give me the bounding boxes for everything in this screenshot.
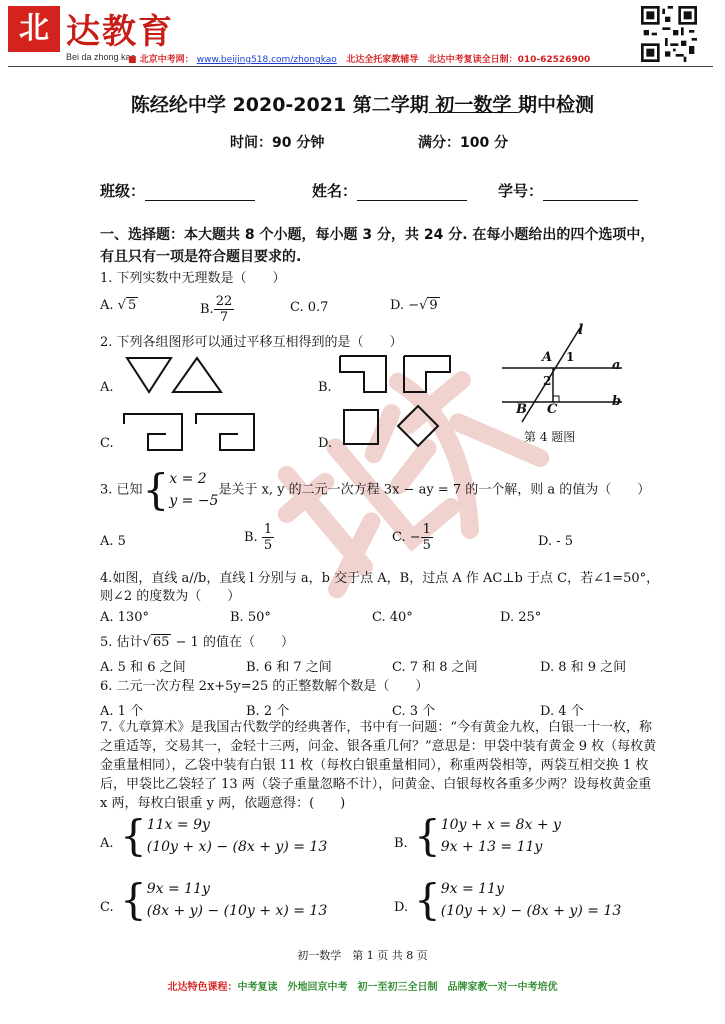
fig4-label-C: C: [547, 402, 558, 417]
q1-b-label: B.: [200, 302, 214, 317]
fig4-label-1: 1: [566, 350, 575, 364]
q1-a-value: 5: [127, 298, 137, 313]
q7-a-eq2: (10y + x) − (8x + y) = 13: [146, 839, 328, 855]
q4-option-b[interactable]: B. 50°: [230, 610, 271, 625]
fig4-label-b: b: [612, 394, 622, 409]
q1-b-den: 7: [219, 310, 229, 325]
q3-eq2: y = −5: [169, 493, 219, 509]
q6-option-c[interactable]: C. 3 个: [392, 704, 436, 719]
q3-post: 是关于 x, y 的二元一次方程 3x − ay = 7 的一个解，则 a 的值为（ ）: [218, 482, 651, 498]
q7-option-a-label[interactable]: A.: [100, 836, 114, 851]
q7-option-b-label[interactable]: B.: [394, 836, 408, 851]
q6-option-d[interactable]: D. 4 个: [540, 704, 584, 719]
q4-option-d[interactable]: D. 25°: [500, 610, 542, 625]
fig4-caption: 第 4 题图: [524, 430, 576, 444]
q5-post: − 1 的值在（ ）: [171, 635, 294, 650]
q1-stem: 1. 下列实数中无理数是（ ）: [100, 271, 286, 286]
q1-option-c[interactable]: C. 0.7̇: [290, 300, 329, 315]
q7-stem: 7.《九章算术》是我国古代数学的经典著作，书中有一问题：“今有黄金九枚，白银一十一枚，称之重适等，交易其一，金轻十三两，问金、银各重几何？”意思是：甲袋中装有黄金 9 枚（每枚黄金重量相同），乙袋中装有白银 11 枚（每枚白银重量相同），称重两袋相等，两袋互相交换 1 枚后，甲袋比乙袋轻了 13 两（袋子重量忽略不计），问黄金、白银每枚各重多少两？设每枚黄金重 x 两，每枚白银重 y 两，依题意得：( ): [100, 720, 657, 811]
q3-eq1: x = 2: [169, 471, 207, 487]
q5-radicand: 65: [152, 635, 170, 650]
name-field[interactable]: [312, 180, 467, 201]
q7-d-eq1: 9x = 11y: [440, 881, 504, 897]
q2-a-triangles-icon: [125, 356, 225, 396]
q1-b-num: 22: [215, 294, 233, 309]
q1-d-label: D.: [390, 298, 405, 313]
q5-stem: 5. 估计√ 65 − 1 的值在（ ）: [100, 635, 294, 650]
q7-c-eq1: 9x = 11y: [146, 881, 210, 897]
q2-option-b[interactable]: B.: [318, 380, 332, 395]
q3-pre: 3. 已知: [100, 482, 143, 498]
q7-option-b[interactable]: {10y + x = 8x + y 9x + 13 = 11y: [414, 811, 561, 860]
q3-b-num: 1: [263, 522, 273, 537]
q3-c-label: C. −: [392, 530, 421, 545]
q3-c-num: 1: [422, 522, 431, 537]
q3-option-c[interactable]: [392, 522, 433, 553]
q2-option-c[interactable]: C.: [100, 436, 114, 451]
logo-pinyin: Bei da zhong kao: [66, 52, 136, 62]
footer-ads: [0, 978, 725, 993]
q7-b-eq2: 9x + 13 = 11y: [440, 839, 543, 855]
q2-b-lshapes-icon: [338, 354, 456, 396]
exam-score: 满分：100 分: [418, 135, 509, 151]
q4-option-c[interactable]: C. 40°: [372, 610, 413, 625]
section-1-heading: 一、选择题：本大题共 8 个小题，每小题 3 分，共 24 分. 在每小题给出的四个选项中，有且只有一项是符合题目要求的.: [100, 227, 655, 265]
q6-option-a[interactable]: A. 1 个: [100, 704, 144, 719]
fig4-label-l: l: [578, 322, 584, 338]
q5-option-a[interactable]: A. 5 和 6 之间: [100, 660, 186, 675]
q2-d-squares-icon: [340, 404, 442, 450]
q7-a-eq1: 11x = 9y: [146, 817, 210, 833]
q7-option-a[interactable]: {11x = 9y (10y + x) − (8x + y) = 13: [120, 811, 328, 860]
q5-option-b[interactable]: B. 6 和 7 之间: [246, 660, 332, 675]
q3-option-d[interactable]: D. - 5: [538, 534, 574, 549]
title-part2: 期中检测: [518, 94, 595, 116]
qr-code-icon: [641, 6, 697, 62]
q6-option-b[interactable]: B. 2 个: [246, 704, 290, 719]
q1-option-d[interactable]: D. −√ 9: [390, 298, 438, 313]
q1-a-label: A.: [100, 298, 114, 313]
q4-option-a[interactable]: A. 130°: [100, 610, 149, 625]
q7-option-c-label[interactable]: C.: [100, 900, 114, 915]
q6-stem: 6. 二元一次方程 2x+5y=25 的正整数解个数是（ ）: [100, 679, 429, 694]
id-label: 学号：: [498, 182, 544, 200]
fig4-label-B: B: [516, 402, 527, 417]
name-label: 姓名：: [312, 182, 358, 200]
footer-ads-text: 中考复读 外地回京中考 初一至初三全日制 品牌家教一对一中考培优: [237, 982, 558, 993]
class-field[interactable]: [100, 180, 255, 201]
q5-pre: 5. 估计: [100, 635, 143, 650]
q2-option-a[interactable]: A.: [100, 380, 114, 395]
q3-option-a[interactable]: A. 5: [100, 534, 126, 549]
class-label: 班级：: [100, 182, 146, 200]
id-field[interactable]: [498, 180, 638, 201]
q7-option-c[interactable]: {9x = 11y (8x + y) − (10y + x) = 13: [120, 875, 328, 924]
q7-option-d[interactable]: {9x = 11y (10y + x) − (8x + y) = 13: [414, 875, 622, 924]
page-footer: 初一数学 第 1 页 共 8 页: [297, 949, 428, 962]
q3-b-label: B.: [244, 530, 258, 545]
q7-c-eq2: (8x + y) − (10y + x) = 13: [146, 903, 328, 919]
q1-d-value: 9: [429, 298, 438, 313]
q7-b-eq1: 10y + x = 8x + y: [440, 817, 561, 833]
ad-1: 北达全托家教辅导: [346, 55, 419, 65]
q2-c-spirals-icon: [122, 412, 268, 454]
fig4-label-a: a: [612, 358, 621, 373]
q5-option-d[interactable]: D. 8 和 9 之间: [540, 660, 627, 675]
q3-c-den: 5: [422, 538, 431, 553]
title-subject: 初一数学: [428, 94, 519, 116]
page-title: [0, 90, 725, 117]
logo-mark: 北: [8, 6, 60, 52]
q3-b-den: 5: [263, 538, 273, 553]
q3-stem: 3. 已知{x = 2 y = −5是关于 x, y 的二元一次方程 3x − ay = 7 的一个解，则 a 的值为（ ）: [100, 465, 651, 514]
site-url-link[interactable]: www.beijing518.com/zhongkao: [196, 55, 337, 65]
q5-option-c[interactable]: C. 7 和 8 之间: [392, 660, 478, 675]
title-part1: 陈经纶中学 2020-2021 第二学期: [130, 94, 429, 116]
q7-d-eq2: (10y + x) − (8x + y) = 13: [440, 903, 622, 919]
logo-text: 达教育: [66, 12, 174, 52]
site-label: ■ 北京中考网：: [128, 55, 194, 65]
fig4-label-2: 2: [543, 374, 552, 388]
q3-option-b[interactable]: [244, 522, 274, 553]
header-links: [128, 52, 590, 65]
header-divider: [8, 66, 713, 67]
exam-time: 时间：90 分钟: [230, 135, 325, 151]
ad-2: 北达中考复读全日制：010-62526900: [427, 55, 591, 65]
q2-stem: 2. 下列各组图形可以通过平移互相得到的是（ ）: [100, 335, 403, 350]
q1-option-b[interactable]: [200, 294, 234, 325]
q1-option-a[interactable]: A. √ 5: [100, 298, 137, 313]
q2-option-d[interactable]: D.: [318, 436, 333, 451]
fig4-label-A: A: [542, 350, 553, 365]
q7-option-d-label[interactable]: D.: [394, 900, 409, 915]
footer-ads-label: 北达特色课程：: [167, 982, 238, 993]
q4-stem: 4.如图，直线 a//b，直线 l 分别与 a，b 交于点 A，B，过点 A 作 AC⊥b 于点 C，若∠1=50°，则∠2 的度数为（ ）: [100, 571, 660, 604]
